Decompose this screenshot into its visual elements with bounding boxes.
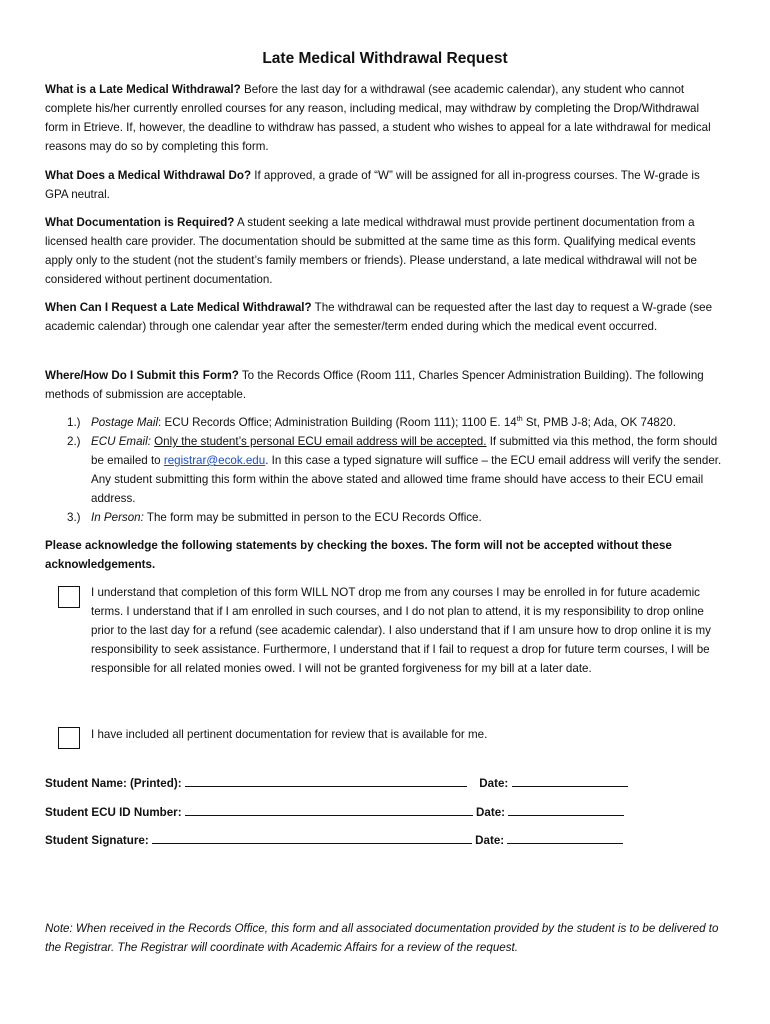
- submission-methods-list: [45, 413, 725, 527]
- method-text: St, PMB J-8; Ada, OK 74820.: [522, 416, 676, 429]
- section-what-does: [45, 166, 725, 204]
- answer-text: If approved, a grade of “W” will be assigned for all in-progress courses. The W-grade is GPA neutral.: [45, 169, 700, 201]
- underlined-notice: Only the student’s personal ECU email address will be accepted.: [154, 435, 487, 448]
- section-what-is: [45, 80, 725, 156]
- acknowledge-statement-2: I have included all pertinent documentation for review that is available for me.: [91, 728, 488, 741]
- acknowledge-heading: Please acknowledge the following statements by checking the boxes. The form will not be accepted without these acknowledgements.: [45, 539, 672, 571]
- list-number: 2.): [67, 435, 81, 448]
- student-name-label: Student Name: (Printed):: [45, 777, 182, 790]
- question-heading: Where/How Do I Submit this Form?: [45, 369, 239, 382]
- acknowledge-checkbox-2[interactable]: [58, 727, 80, 749]
- ordinal-suffix: th: [516, 416, 523, 424]
- student-id-label: Student ECU ID Number:: [45, 806, 182, 819]
- method-label: In Person:: [91, 511, 144, 524]
- list-number: 3.): [67, 511, 81, 524]
- answer-text: A student seeking a late medical withdrawal must provide pertinent documentation from a licensed health care provider. The documentation should be submitted at the same time as this form. Qualifying medical events apply only to the student (not the student’s family members or friends). Please understand, a late medical withdrawal will not be considered without pertinent documentation.: [45, 216, 697, 286]
- acknowledge-checkbox-1[interactable]: [58, 586, 80, 608]
- method-label: ECU Email:: [91, 435, 151, 448]
- date-label: Date:: [476, 806, 506, 819]
- question-heading: What is a Late Medical Withdrawal?: [45, 83, 241, 96]
- question-heading: When Can I Request a Late Medical Withdrawal?: [45, 301, 312, 314]
- page-title: Late Medical Withdrawal Request: [262, 50, 508, 67]
- student-id-row: [45, 802, 624, 822]
- student-signature-field[interactable]: [152, 830, 472, 844]
- method-label: Postage Mail: [91, 416, 159, 429]
- student-signature-row: [45, 830, 623, 850]
- method-text: The form may be submitted in person to the ECU Records Office.: [143, 511, 482, 524]
- date-field-signature[interactable]: [507, 830, 623, 844]
- method-text: : ECU Records Office; Administration Building (Room 111); 1100 E. 14: [158, 416, 517, 429]
- question-heading: What Documentation is Required?: [45, 216, 235, 229]
- student-name-row: [45, 773, 628, 793]
- section-when: [45, 298, 725, 336]
- section-where: [45, 366, 725, 404]
- list-item: [45, 413, 725, 432]
- list-item: [45, 432, 725, 508]
- answer-text: Before the last day for a withdrawal (see academic calendar), any student who cannot complete his/her currently enrolled courses for any reason, including medical, may withdraw by completing the Drop/Withdrawal form in Etrieve. If, however, the deadline to withdraw has passed, a student who wishes to appeal for a late withdrawal for medical reasons may do so by completing this form.: [45, 83, 711, 153]
- date-field-name[interactable]: [512, 773, 628, 787]
- section-documentation: [45, 213, 725, 289]
- student-signature-label: Student Signature:: [45, 834, 149, 847]
- date-label: Date:: [475, 834, 505, 847]
- date-field-id[interactable]: [508, 802, 624, 816]
- answer-text: To the Records Office (Room 111, Charles Spencer Administration Building). The following methods of submission are acceptable.: [45, 369, 704, 401]
- answer-text: The withdrawal can be requested after the last day to request a W-grade (see academic calendar) through one calendar year after the semester/term ended during which the medical event occurred.: [45, 301, 713, 333]
- question-heading: What Does a Medical Withdrawal Do?: [45, 169, 252, 182]
- date-label: Date:: [479, 777, 509, 790]
- student-name-field[interactable]: [185, 773, 467, 787]
- records-office-note: Note: When received in the Records Office, this form and all associated documentation provided by the student is to be delivered to the Registrar. The Registrar will coordinate with Academic Affairs for a review of the request.: [45, 922, 719, 954]
- registrar-email-link[interactable]: registrar@ecok.edu: [163, 454, 266, 467]
- method-text: If submitted via this method, the form should be emailed to: [91, 435, 718, 467]
- list-number: 1.): [67, 416, 81, 429]
- acknowledge-statement-1: I understand that completion of this form WILL NOT drop me from any courses I may be enrolled in for future academic terms. I understand that if I am enrolled in such courses, and I do not plan to attend, it is my responsibility to drop online prior to the last day for a refund (see academic calendar). I also understand that if I am unsure how to drop online it is my responsibility to seek assistance. Furthermore, I understand that if I fail to request a drop for future term courses, I will be responsible for all related monies owed. I will not be granted forgiveness for my bill at a later date.: [91, 586, 711, 675]
- list-item: [45, 508, 725, 527]
- student-id-field[interactable]: [185, 802, 473, 816]
- method-text: . In this case a typed signature will suffice – the ECU email address will verify the sender. Any student submitting this form within the above stated and allowed time frame should have access to their ECU email address.: [91, 454, 722, 505]
